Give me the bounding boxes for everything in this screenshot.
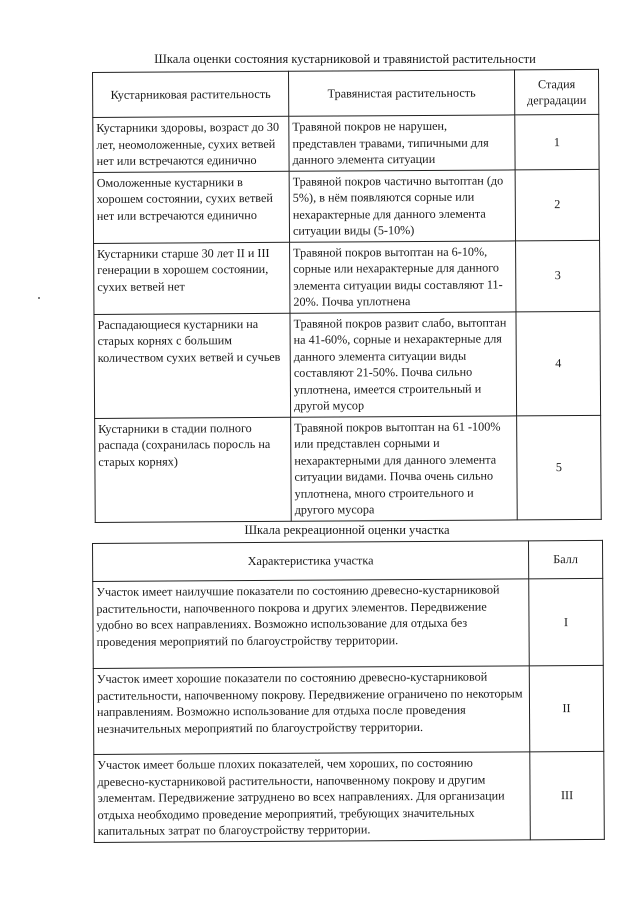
table-row bbox=[95, 415, 602, 522]
header-score: Балл bbox=[528, 540, 602, 578]
grass-cell: Травяной покров вытоптан на 6-10%, сорные или нехарактерные для данного элемента ситуации виды составляют 11-20%. Почва уплотнена bbox=[290, 240, 516, 312]
grass-cell: Травяной покров развит слабо, вытоптан на 41-60%, сорные и нехарактерные для данного элемента ситуации виды составляют 21-50%. Почва сильно уплотнена, имеется строительный и другой мусор bbox=[290, 311, 517, 416]
shrub-cell: Омоложенные кустарники в хорошем состоянии, сухих ветвей нет или встречаются единично bbox=[93, 171, 289, 243]
grass-cell: Травяной покров вытоптан на 61 -100% или представлен сорными и нехарактерными для данного элемента ситуации видами. Почва очень сильно уплотнена, много строительного и другого мусора bbox=[291, 415, 518, 520]
shrub-cell: Кустарники старше 30 лет II и III генерации в хорошем состоянии, сухих ветвей нет bbox=[94, 242, 290, 314]
grass-cell: Травяной покров частично вытоптан (до 5%), в нём появляются сорные или нехарактерные для данного элемента ситуации виды (5-10%) bbox=[289, 169, 515, 241]
recreation-scale-table bbox=[92, 540, 605, 843]
score-cell: I bbox=[529, 578, 604, 665]
characteristic-cell: Участок имеет больше плохих показателей, чем хороших, по состоянию древесно-кустарниковой растительности, напочвенному покрову и другим элементам. Передвижение затруднено во всех направлениях. Для организации отдыха необходимо проведение мероприятий, требующих значительных капитальных затрат по благоустройству территории. bbox=[94, 752, 531, 842]
header-shrub: Кустарниковая растительность bbox=[93, 71, 289, 117]
header-stage: Стадия деградации bbox=[514, 69, 598, 115]
table-row bbox=[94, 240, 600, 314]
shrub-cell: Кустарники в стадии полного распада (сохранилась поросль на старых корнях) bbox=[95, 417, 292, 522]
table-row bbox=[93, 114, 599, 172]
header-grass: Травянистая растительность bbox=[288, 70, 514, 116]
score-cell: II bbox=[529, 665, 604, 751]
degradation-scale-table bbox=[92, 69, 602, 523]
stage-cell: 4 bbox=[516, 311, 601, 416]
table1-header-row bbox=[93, 69, 599, 117]
table-row bbox=[94, 311, 601, 418]
header-characteristic: Характеристика участка bbox=[93, 541, 529, 582]
scan-speck bbox=[38, 297, 40, 299]
table2-caption: Шкала рекреационной оценки участка bbox=[244, 523, 450, 537]
characteristic-cell: Участок имеет наилучшие показатели по состоянию древесно-кустарниковой растительности, напочвенного покрова и других элементов. Передвижение удобно во всех направлениях. Возможно использование для отдыха без проведения мероприятий по благоустройству территории. bbox=[93, 579, 530, 669]
stage-cell: 2 bbox=[515, 169, 599, 241]
characteristic-cell: Участок имеет хорошие показатели по состоянию древесно-кустарниковой растительности, напочвенному покрову. Передвижение ограничено по некоторым направлениям. Возможно использование для отдыха после проведения незначительных мероприятий по благоустройству территории. bbox=[93, 666, 530, 755]
shrub-cell: Распадающиеся кустарники на старых корнях с большим количеством сухих ветвей и сучьев bbox=[94, 313, 291, 418]
table-row bbox=[93, 578, 604, 668]
shrub-cell: Кустарники здоровы, возраст до 30 лет, неомоложенные, сухих ветвей нет или встречаются единично bbox=[93, 116, 289, 172]
table-row bbox=[94, 751, 605, 842]
table-row bbox=[93, 665, 604, 754]
stage-cell: 3 bbox=[516, 240, 600, 312]
table-row bbox=[93, 169, 599, 243]
stage-cell: 1 bbox=[515, 114, 599, 169]
score-cell: III bbox=[530, 751, 605, 839]
grass-cell: Травяной покров не нарушен, представлен травами, типичными для данного элемента ситуации bbox=[289, 115, 515, 171]
table2-header-row bbox=[93, 540, 603, 581]
table1-caption: Шкала оценки состояния кустарниковой и травянистой растительности bbox=[154, 52, 536, 66]
stage-cell: 5 bbox=[517, 415, 602, 520]
